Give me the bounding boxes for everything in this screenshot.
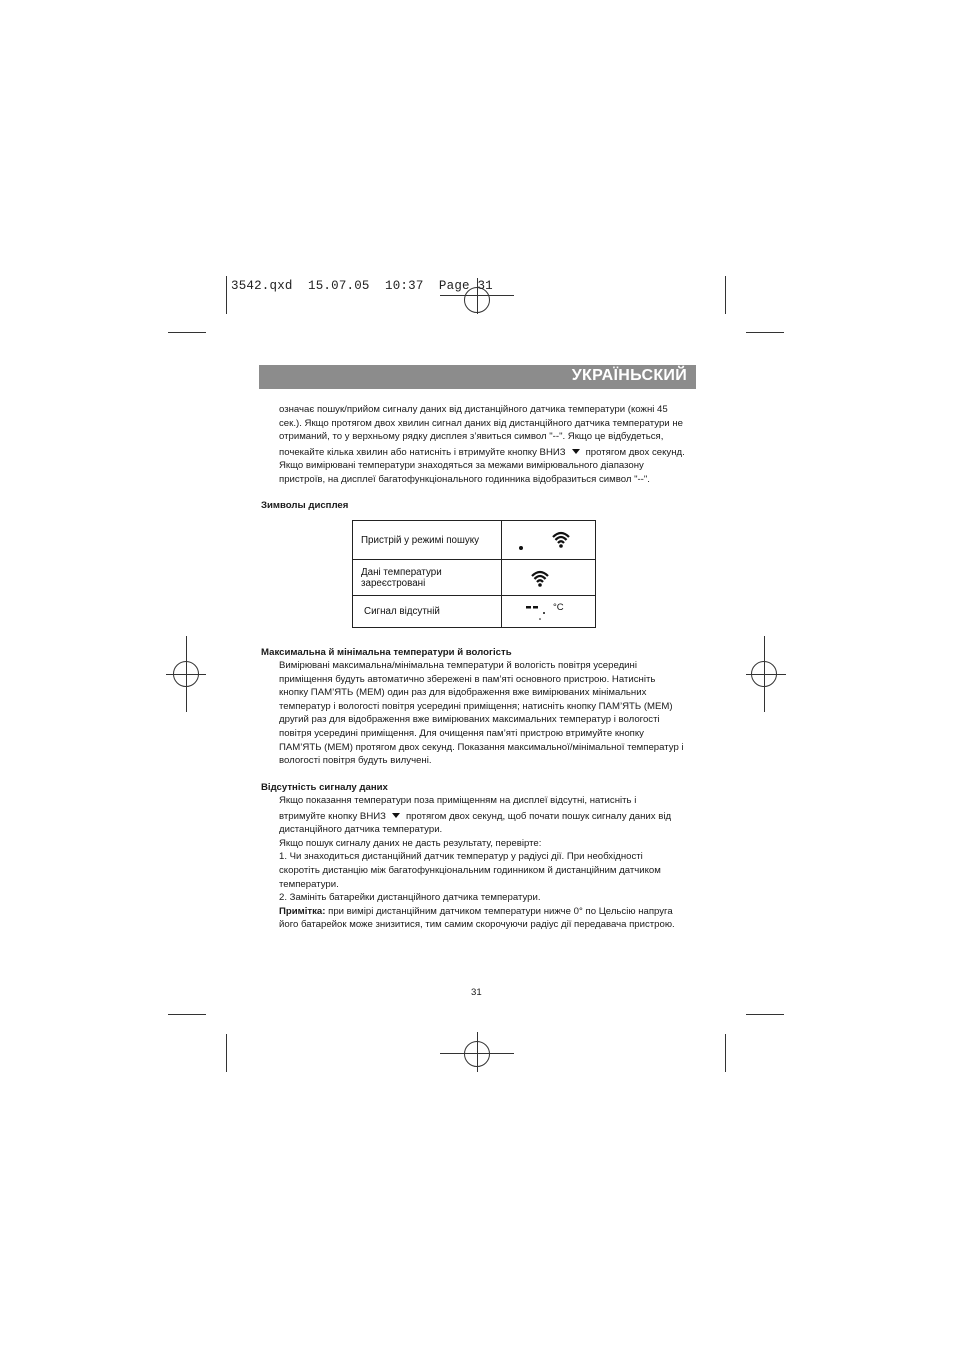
table-row: Дані температури зареєстровані xyxy=(353,560,596,596)
maxmin-heading: Максимальна й мінімальна температури й вологість xyxy=(261,647,512,658)
symbols-heading: Зимволы дисплея xyxy=(261,500,349,511)
file-slug: 3542.qxd 15.07.05 10:37 Page 31 xyxy=(231,279,493,293)
language-header-bar xyxy=(259,365,696,389)
display-symbols-table xyxy=(352,520,596,628)
intro-paragraph: означає пошук/прийом сигналу даних від дистанційного датчика температури (кожні 45 сек.). Якщо протягом двох хвилин сигнал даних від дистанційного датчика температури не отриманий, то у верхньому рядку дисплея з’явиться символ "--". Якщо це відбудеться, почекайте кілька хвилин або натисніть і втримуйте кнопку ВНИЗ протягом двох секунд. Якщо вимірювані температури знаходяться за межами вимірювального діапазону пристроїв, на дисплеї багатофункціонального годинника відобразиться символ "--". xyxy=(279,404,685,485)
note-label: Примітка: xyxy=(279,905,326,917)
maxmin-paragraph: Вимірювані максимальна/мінімальна температури й вологість повітря усередині приміщення будуть автоматично збережені в пам’яті основного пристрою. Натисніть кнопку ПАМ’ЯТЬ (MEM) один раз для відображення вже вимірюваних мінімальних температур і вологості повітря усередині приміщення; натисніть кнопку ПАМ’ЯТЬ (MEM) другий раз для відображення вже вимірюваних максимальних температур і вологості повітря усередині приміщення. Для очищення пам’яті пристрою втримуйте кнопку ПАМ’ЯТЬ (MEM) протягом двох секунд. Показання максимальної/мінімальної температур і вологості повітря будуть вилучені. xyxy=(279,660,684,767)
down-arrow-icon xyxy=(392,813,400,818)
celsius-unit: °C xyxy=(553,602,564,613)
search-signal-icon xyxy=(502,521,596,560)
nosignal-heading: Відсутність сигналу даних xyxy=(261,782,388,793)
signal-received-icon xyxy=(502,560,596,596)
page-number: 31 xyxy=(471,987,482,998)
nosignal-paragraph: Якщо показання температури поза приміщенням на дисплеї відсутні, натисніть і втримуйте кнопку ВНИЗ протягом двох секунд, щоб почати пошук сигналу даних від дистанційного датчика температури. Якщо пошук сигналу даних не дасть результату, перевірте: 1. Чи знаходиться дистанційний датчик температур у радіусі дії. При необхідності скоротіть дистанцію між багатофункціональним годинником й дистанційним датчиком температури. 2. Замініть батарейки дистанційного датчика температури. Примітка: при вимірі дистанційним датчиком температури нижче 0° по Цельсію напруга його батарейок може знизитися, тим самим скорочуючи радіус дії передавача пристрою. xyxy=(279,795,675,931)
table-row: Пристрій у режимі пошуку xyxy=(353,521,596,560)
down-arrow-icon xyxy=(572,449,580,454)
table-row: Сигнал відсутній °C xyxy=(353,596,596,628)
language-title: УКРАЇНЬСКИЙ xyxy=(571,367,687,384)
